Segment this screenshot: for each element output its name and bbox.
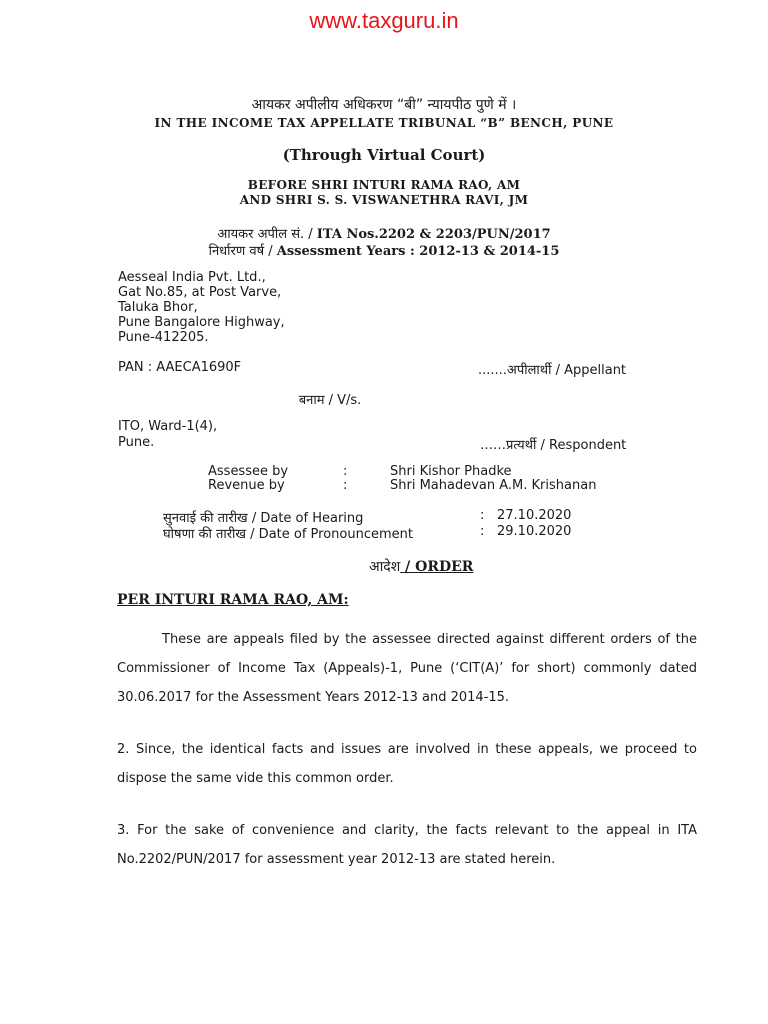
respondent-name: ITO, Ward-1(4), [118,419,218,434]
per-heading: PER INTURI RAMA RAO, AM: [117,592,349,608]
appellant-address [118,270,285,345]
assessee-representative: Shri Kishor Phadke [390,464,512,479]
versus-label: बनाम / V/s. [298,393,362,408]
order-heading-english: / ORDER [400,559,474,575]
revenue-representative: Shri Mahadevan A.M. Krishanan [390,478,597,493]
paragraph-2: 2. Since, the identical facts and issues are involved in these appeals, we proceed to dispose the same vide this common order. [117,742,697,786]
address-line: Taluka Bhor, [118,300,198,315]
assessment-years: Assessment Years : 2012-13 & 2014-15 [276,244,560,259]
separator: : [480,524,485,539]
ita-hindi-label: आयकर अपील सं. / [217,227,317,242]
address-line: Gat No.85, at Post Varve, [118,285,282,300]
appellant-role: .......अपीलार्थी / Appellant [478,363,627,378]
court-title: IN THE INCOME TAX APPELLATE TRIBUNAL “B” BENCH, PUNE [154,116,614,130]
address-line: Pune-412205. [118,330,209,345]
pronouncement-date: 29.10.2020 [497,524,572,539]
address-line: Aesseal India Pvt. Ltd., [118,270,266,285]
ita-numbers: ITA Nos.2202 & 2203/PUN/2017 [316,227,551,242]
pronouncement-date-label: घोषणा की तारीख / Date of Pronouncement [163,527,413,542]
order-heading [369,557,473,576]
respondent-role: ……प्रत्यर्थी / Respondent [480,438,627,453]
hindi-court-title: आयकर अपीलीय अधिकरण “बी” न्यायपीठ पुणे में । [251,97,517,113]
bench-line-2: AND SHRI S. S. VISWANETHRA RAVI, JM [239,193,529,207]
respondent-city: Pune. [118,435,155,450]
address-line: Pune Bangalore Highway, [118,315,285,330]
separator: : [343,478,348,493]
virtual-court-subtitle: (Through Virtual Court) [282,146,486,164]
separator: : [343,464,348,479]
hearing-date-label: सुनवाई की तारीख / Date of Hearing [163,511,364,526]
paragraph-3: 3. For the sake of convenience and clarity, the facts relevant to the appeal in ITA No.2202/PUN/2017 for assessment year 2012-13 are stated herein. [117,823,697,867]
paragraph-1: These are appeals filed by the assessee directed against different orders of the Commissioner of Income Tax (Appeals)-1, Pune (‘CIT(A)’ for short) commonly dated 30.06.2017 for the Assessment Years 2012-13 and 2014-15. [117,632,697,705]
watermark-url: www.taxguru.in [309,8,459,33]
bench-line-1: BEFORE SHRI INTURI RAMA RAO, AM [247,178,521,192]
assessment-years-line [0,241,768,259]
ay-hindi-label: निर्धारण वर्ष / [208,244,277,259]
assessee-by-label: Assessee by [208,464,289,479]
pan-number: PAN : AAECA1690F [118,360,242,375]
separator: : [480,508,485,523]
hearing-date: 27.10.2020 [497,508,572,523]
revenue-by-label: Revenue by [208,478,285,493]
order-heading-hindi: आदेश [369,559,401,575]
ita-number-line [0,224,768,242]
